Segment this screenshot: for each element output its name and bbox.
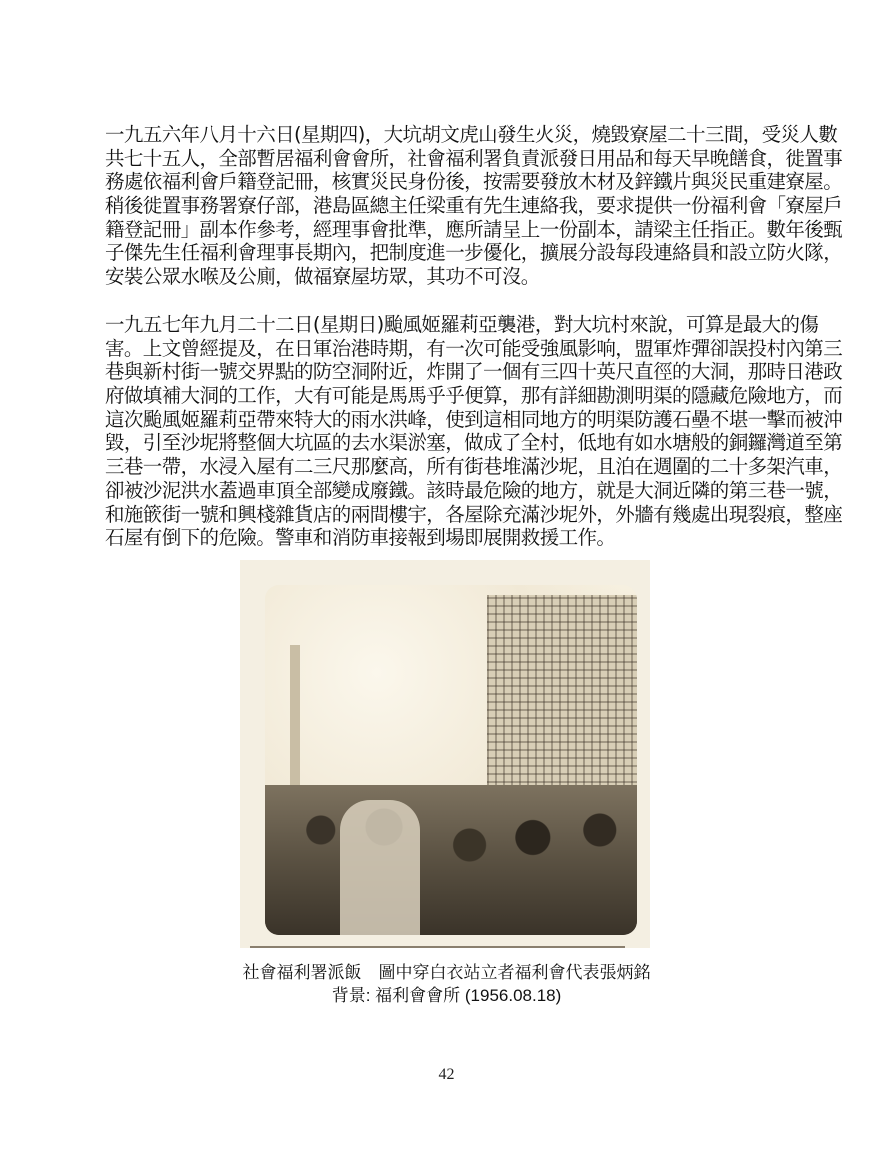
photo-foreground-figure [340,800,420,935]
text-line: 卻被沙泥洪水蓋過車頂全部變成廢鐵。該時最危險的地方，就是大洞近隣的第三巷一號， [105,478,843,502]
text-line: 一九五七年九月二十二日(星期日)颱風姬羅莉亞襲港，對大坑村來說，可算是最大的傷 [105,313,819,336]
text-line: 這次颱風姬羅莉亞帶來特大的雨水洪峰，使到這相同地方的明渠防護石壘不堪一擊而被沖 [105,407,843,431]
text-line: 害。上文曾經提及，在日軍治港時期，有一次可能受強風影响，盟軍炸彈卻誤投村內第三 [105,336,843,360]
photo-building-scaffold [487,595,637,815]
text-line: 稍後徙置事務署寮仔部，港島區總主任梁重有先生連絡我，要求提供一份福利會「寮屋戶 [105,194,843,218]
photo-caption-line-2: 背景: 福利會會所 (1956.08.18) [331,986,562,1005]
paragraph-1956-fire [105,123,843,289]
historical-photo-frame [240,560,650,948]
photo-caption-line-1: 社會福利署派飯 圖中穿白衣站立者福利會代表張炳銘 [242,963,651,982]
photo-edge-shadow [250,946,625,948]
text-line: 務處依福利會戶籍登記冊，核實災民身份後，按需要發放木材及鋅鐵片與災民重建寮屋。 [105,170,843,194]
paragraph-1957-typhoon [105,313,843,550]
text-line: 石屋有倒下的危險。警車和消防車接報到場即展開救援工作。 [105,526,616,550]
photo-crowd [265,785,637,935]
text-line: 一九五六年八月十六日(星期四)，大坑胡文虎山發生火災，燒毀寮屋二十三間，受災人數 [105,123,838,146]
text-line: 府做填補大洞的工作，大有可能是馬馬乎乎便算，那有詳細勘測明渠的隱藏危險地方，而 [105,384,843,408]
text-line: 毀，引至沙坭將整個大坑區的去水渠淤塞，做成了全村，低地有如水塘般的銅鑼灣道至第 [105,431,843,455]
text-line: 三巷一帶，水浸入屋有二三尺那麼高，所有街巷堆滿沙坭，且泊在週圍的二十多架汽車， [105,455,843,479]
text-line: 安裝公眾水喉及公廁，做福寮屋坊眾，其功不可沒。 [105,265,540,289]
text-line: 子傑先生任福利會理事長期內，把制度進一步優化，擴展分設每段連絡員和設立防火隊， [105,241,843,265]
page-number: 42 [438,1066,455,1083]
text-line: 共七十五人，全部暫居福利會會所，社會福利署負責派發日用品和每天早晚饍食，徙置事 [105,146,843,170]
historical-photo [265,585,637,935]
text-line: 籍登記冊」副本作參考，經理事會批準，應所請呈上一份副本，請梁主任指正。數年後甄 [105,217,843,241]
text-line: 巷與新村街一號交界點的防空洞附近，炸開了一個有三四十英尺直徑的大洞，那時日港政 [105,360,843,384]
text-line: 和施篏街一號和興棧雜貨店的兩間樓宇，各屋除充滿沙坭外，外牆有幾處出現裂痕，整座 [105,502,843,526]
